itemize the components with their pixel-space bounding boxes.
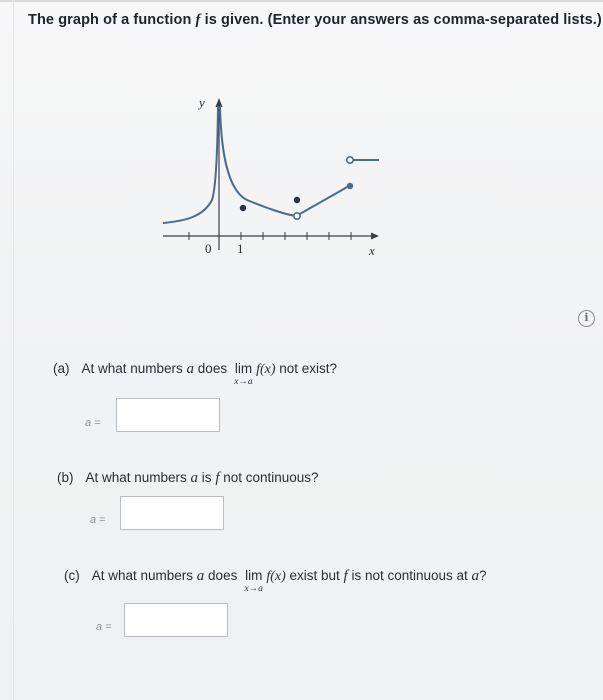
- x-axis-label: x: [369, 243, 375, 258]
- question-a-text-post: not exist?: [275, 361, 338, 376]
- problem-prompt: [28, 12, 602, 29]
- function-graph: [155, 90, 390, 265]
- question-a-func: f(x): [256, 362, 276, 377]
- question-c-text-mid3: is not continuous at: [347, 568, 472, 583]
- question-c-tag: (c): [64, 568, 80, 583]
- question-a-lim-word: lim: [234, 361, 253, 376]
- answer-b-label: a =: [90, 514, 106, 526]
- question-a-text-pre: At what numbers: [81, 361, 187, 376]
- question-a-var: a: [186, 361, 195, 377]
- answer-c-input[interactable]: [124, 603, 228, 637]
- question-c-var2: a: [471, 568, 480, 584]
- question-a-lim-sub: x→a: [234, 377, 253, 387]
- y-axis-label: y: [199, 95, 205, 110]
- segment-end-filled-point: [347, 183, 353, 189]
- origin-label: 0: [205, 241, 212, 256]
- question-c-text-pre: At what numbers: [91, 568, 197, 583]
- x-axis-arrow: [371, 233, 379, 240]
- question-a-tag: (a): [53, 361, 70, 376]
- question-c: [64, 568, 487, 594]
- curve-right-segment: [298, 186, 349, 215]
- question-c-text-post: ?: [479, 568, 487, 583]
- curve-left-branch: [163, 106, 218, 223]
- prompt-text-end: is given. (Enter your answers as comma-separated lists.): [200, 12, 602, 28]
- question-c-var: a: [196, 568, 205, 584]
- prompt-text-start: The graph of a function: [28, 12, 196, 28]
- question-a-limit: [234, 361, 253, 387]
- question-b-func: f: [215, 470, 220, 486]
- question-c-func-f: f: [343, 568, 348, 584]
- question-b-tag: (b): [57, 470, 74, 485]
- curve-middle-branch: [220, 106, 296, 216]
- question-b: [57, 470, 319, 487]
- question-b-text-mid: is: [198, 470, 216, 485]
- question-b-text-post: not continuous?: [219, 470, 319, 485]
- answer-a-label: a =: [85, 417, 101, 429]
- filled-point-above-hole: [294, 197, 300, 203]
- answer-a-input[interactable]: [116, 398, 220, 432]
- question-c-text-mid2: exist but: [285, 568, 344, 583]
- question-c-limit: [244, 568, 263, 594]
- top-divider: [0, 0, 603, 2]
- answer-c-label: a =: [96, 621, 112, 633]
- question-b-text-pre: At what numbers: [85, 470, 191, 485]
- open-point-ray-start: [347, 157, 353, 163]
- question-c-text-mid: does: [204, 568, 242, 583]
- question-a: [53, 361, 338, 387]
- y-axis-arrow: [216, 98, 223, 107]
- prompt-function-symbol: f: [195, 12, 201, 28]
- open-point-hole: [294, 213, 300, 219]
- question-a-text-mid: does: [194, 361, 231, 376]
- question-c-lim-word: lim: [245, 568, 263, 583]
- isolated-filled-point: [240, 205, 246, 211]
- info-icon[interactable]: i: [578, 310, 595, 327]
- question-c-func: f(x): [266, 569, 286, 584]
- left-divider: [13, 0, 14, 700]
- question-c-lim-sub: x→a: [244, 584, 263, 594]
- tick-label-one: 1: [237, 241, 244, 256]
- question-b-var: a: [190, 470, 199, 486]
- answer-b-input[interactable]: [120, 496, 224, 530]
